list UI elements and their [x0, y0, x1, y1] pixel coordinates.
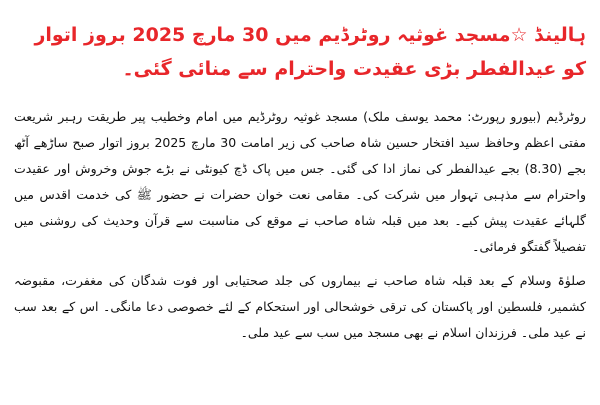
- article-paragraph-1: روٹرڈیم (بیورو رپورٹ: محمد یوسف ملک) مسجد غوثیہ روٹرڈیم میں امام وخطیب پیر طریقت رہبر شریعت مفتی اعظم وحافظ سید افتخار حسین شاہ صاحب کی زیر امامت 30 مارچ 2025 بروز اتوار صبح ساڑھے آٹھ بجے (8.30) بجے عیدالفطر کی نماز ادا کی گئی۔ جس میں پاک ڈچ کیونٹی نے بڑے جوش وخروش اور عقیدت واحترام سے مذہبی تہوار میں شرکت کی۔ مقامی نعت خوان حضرات نے حضور ﷺ کی خدمت اقدس میں گلہائے عقیدت پیش کیے۔ بعد میں قبلہ شاہ صاحب نے موقع کی مناسبت سے قرآن وحدیث کی روشنی میں تفصیلاً گفتگو فرمائی۔: [14, 109, 586, 254]
- article-headline: ہالینڈ ☆مسجد غوثیہ روٹرڈیم میں 30 مارچ 2025 بروز اتوار کو عیدالفطر بڑی عقیدت واحترام سے منائی گئی۔: [34, 24, 586, 80]
- article-paragraph-2: صلوٰۃ وسلام کے بعد قبلہ شاہ صاحب نے بیماروں کی جلد صحتیابی اور فوت شدگان کی مغفرت، مقبوضہ کشمیر، فلسطین اور پاکستان کی ترقی خوشحالی اور استحکام کے لئے خصوصی دعا مانگی۔ اس کے بعد سب نے عید ملی۔ فرزندان اسلام نے بھی مسجد میں سب سے عید ملی۔: [14, 273, 586, 340]
